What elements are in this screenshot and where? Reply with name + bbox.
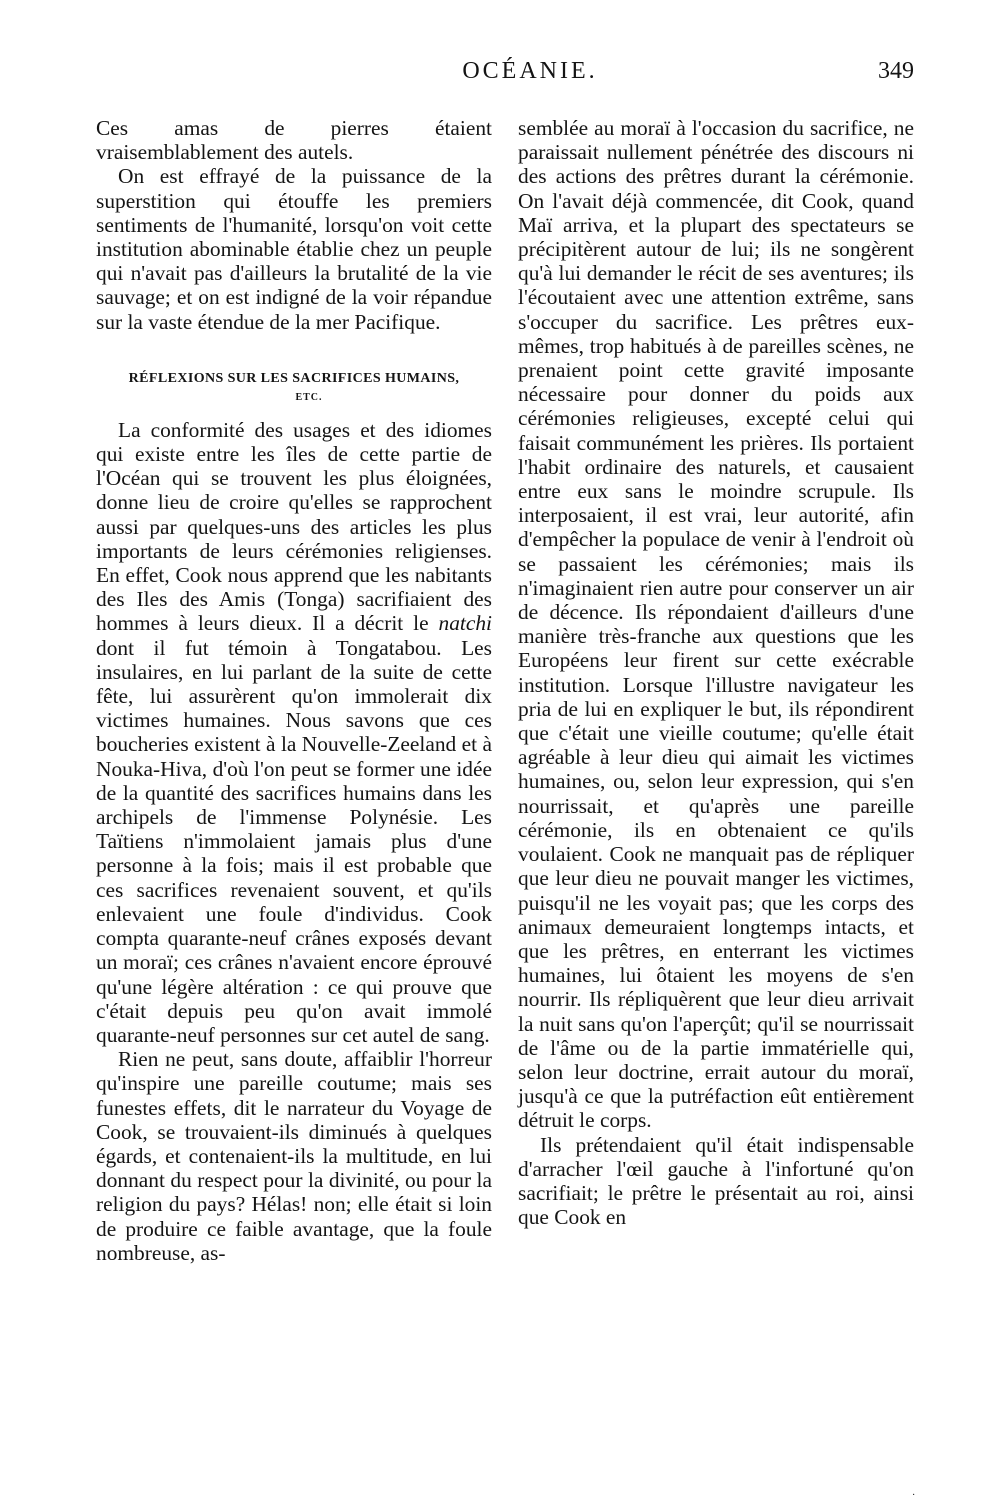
section-heading-block xyxy=(96,370,492,406)
paragraph: Ils prétendaient qu'il était indispensable d'arracher l'œil gauche à l'infortuné qu'on sacrifiait; le prêtre le présentait au roi, ainsi que Cook en xyxy=(518,1132,914,1230)
paragraph: Rien ne peut, sans doute, affaiblir l'horreur qu'inspire une pareille coutume; mais ses funestes effets, dit le narrateur du Voyage de Cook, se trouvaient-ils diminués à quelques égards, et contenaient-ils la multitude, en lui donnant du respect pour la divinité, ou pour la religion du pays? Hélas! non; elle était si loin de produire ce faible avantage, que la foule nombreuse, as- xyxy=(96,1047,492,1265)
right-column xyxy=(518,116,914,1229)
section-heading xyxy=(96,370,492,406)
left-column xyxy=(96,116,492,1265)
section-heading-text: RÉFLEXIONS SUR LES SACRIFICES HUMAINS, xyxy=(128,370,460,386)
paragraph: Ces amas de pierres étaient vraisemblablement des autels. xyxy=(96,116,492,165)
paragraph xyxy=(96,418,492,1047)
stray-mark: · xyxy=(912,1490,916,1501)
paragraph: On est effrayé de la puissance de la superstition qui étouffe les premiers sentiments de l'humanité, lorsqu'on voit cette institution abominable établie chez un peuple qui n'avait pas d'ailleurs la brutalité de la vie sauvage; et on est indigné de la voir répandue sur la vaste étendue de la mer Pacifique. xyxy=(96,164,492,334)
page-number: 349 xyxy=(878,58,914,84)
paragraph-text: La conformité des usages et des idiomes qui existe entre les îles de cette partie de l'Océan qui se trouvent les plus éloignées, donne lieu de croire qu'elles se rapprochent aussi par quelques-uns des articles les plus importants de leurs cérémonies religienses. En effet, Cook nous apprend que les nabitants des Iles des Amis (Tonga) sacrifiaient des hommes à leurs dieux. Il a décrit le xyxy=(96,417,492,636)
section-heading-etc: ETC. xyxy=(295,391,323,403)
paragraph-text: dont il fut témoin à Tongatabou. Les insulaires, en lui parlant de la suite de cette fête, lui assurèrent qu'on immolerait dix victimes humaines. Nous savons que ces boucheries existent à la Nouvelle-Zeeland et à Nouka-Hiva, d'où l'on peut se former une idée de la quantité des sacrifices humains dans les archipels de l'immense Polynésie. Les Taïtiens n'immolaient jamais plus d'une personne à la fois; mais il est probable que ces sacrifices revenaient souvent, et qu'ils enlevaient une foule d'individus. Cook compta quarante-neuf crânes exposés devant un moraï; ces crânes n'avaient encore éprouvé qu'une légère altération : ce qui prouve que c'était depuis peu qu'on avait immolé quarante-neuf personnes sur cet autel de sang. xyxy=(96,635,492,1047)
italic-term: natchi xyxy=(438,611,492,636)
paragraph: semblée au moraï à l'occasion du sacrifice, ne paraissait nullement pénétrée des discours ni des actions des prêtres durant la cérémonie. On l'avait déjà commencée, dit Cook, quand Maï arriva, et la plupart des spectateurs se précipitèrent autour de lui; ils ne songèrent qu'à lui demander le récit de ses aventures; ils l'écoutaient avec une attention extrême, sans s'occuper du sacrifice. Les prêtres eux-mêmes, trop habitués à de pareilles scènes, ne prenaient point cette gravité imposante nécessaire pour donner du poids aux cérémonies religieuses, excepté celui qui faisait communément les prières. Ils portaient l'habit ordinaire des naturels, et causaient entre eux sans le moindre scrupule. Ils interposaient, il est vrai, leur autorité, afin d'empêcher la populace de venir à l'endroit où se passaient les cérémonies; mais ils n'imaginaient rien autre pour conserver un air de décence. Ils répondaient d'ailleurs d'une manière très-franche aux questions que les Européens leur firent sur cette exécrable institution. Lorsque l'illustre navigateur les pria de lui en expliquer le but, ils répondirent que c'était une vieille coutume; qu'elle était agréable à leur dieu qui aimait les victimes humaines, ou, selon leur expression, qui s'en nourrissait, et qu'après une pareille cérémonie, ils en obtenaient ce qu'ils voulaient. Cook ne manquait pas de répliquer que leur dieu ne pouvait manger les victimes, puisqu'il ne les voyait pas; que les corps des animaux demeuraient longtemps intacts, et que les prêtres, en enterrant les victimes humaines, lui ôtaient les moyens de s'en nourrir. Ils répliquèrent que leur dieu arrivait la nuit sans qu'on l'aperçût; qu'il se nourrissait de l'âme ou de la partie immatérielle qui, selon leur doctrine, errait autour du moraï, jusqu'à ce que la putréfaction eût entièrement détruit le corps. xyxy=(518,116,914,1133)
page-header xyxy=(0,58,1000,92)
running-title: OCÉANIE. xyxy=(462,58,598,84)
